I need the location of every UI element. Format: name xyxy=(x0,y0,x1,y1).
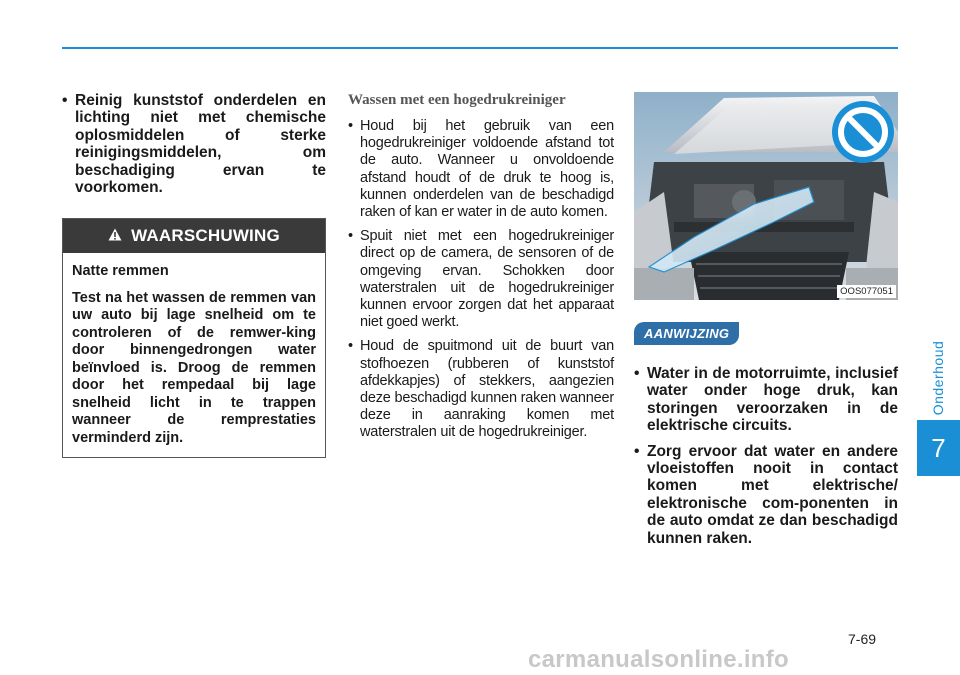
image-code: OOS077051 xyxy=(837,285,896,298)
warning-header-label: WAARSCHUWING xyxy=(131,226,280,246)
watermark: carmanualsonline.info xyxy=(528,646,790,673)
middle-column xyxy=(348,92,614,449)
note-label: AANWIJZING xyxy=(634,322,739,345)
engine-bay-illustration xyxy=(634,92,898,300)
pressure-washer-bullet-1: • Houd bij het gebruik van een hogedrukreiniger voldoende afstand tot de auto. Wanneer u onvoldoende afstand houdt of de druk te hoog is, kunnen onderdelen van de beschadigd raken of kan er water in de auto komen. xyxy=(348,118,614,221)
left-column xyxy=(62,92,326,458)
cleaning-bullet: • Reinig kunststof onderdelen en lichting niet met chemische oplosmiddelen of sterke reinigingsmiddelen, om beschadiging ervan te voorkomen. xyxy=(62,92,326,196)
warning-box xyxy=(62,218,326,458)
note-bullet-2: • Zorg ervoor dat water en andere vloeistoffen nooit in contact komen met elektrische/ elektronische com-ponenten in de auto omdat ze dan beschadigd kunnen raken. xyxy=(634,443,898,547)
warning-title: Natte remmen xyxy=(72,263,169,280)
warning-text: Test na het wassen de remmen van uw auto bij lage snelheid om te controleren of de remwer-king door binnengedrongen water beïnvloed is. Droog de remmen door het rempedaal bij lage snelheid licht in te trappen wanneer de remprestaties verminderd zijn. xyxy=(72,289,316,446)
note-list xyxy=(634,365,898,547)
pressure-washer-bullet-2: • Spuit niet met een hogedrukreiniger direct op de camera, de sensoren of de omgeving ervan. Schokken door waterstralen uit de hogedrukreiniger kunnen ervoor zorgen dat het apparaat niet goed werkt. xyxy=(348,228,614,331)
top-rule xyxy=(62,47,898,49)
chapter-side-label: Onderhoud xyxy=(930,340,946,416)
right-column xyxy=(634,92,898,555)
pressure-washer-bullet-3: • Houd de spuitmond uit de buurt van stofhoezen (rubberen of kunststof afdekkapjes) of stekkers, aangezien deze beschadigd kunnen raken wanneer deze in aanraking komen met waterstralen uit de hogedrukreiniger. xyxy=(348,338,614,441)
warning-body xyxy=(63,253,325,457)
chapter-number: 7 xyxy=(931,433,946,463)
warning-triangle-icon xyxy=(108,226,122,246)
warning-header xyxy=(63,219,325,253)
note-bullet-1: • Water in de motorruimte, inclusief water onder hoge druk, kan storingen veroorzaken in de elektrische circuits. xyxy=(634,365,898,435)
chapter-tab xyxy=(917,420,960,476)
page-number: 7-69 xyxy=(848,631,877,647)
section-title: Wassen met een hogedrukreiniger xyxy=(348,92,566,108)
